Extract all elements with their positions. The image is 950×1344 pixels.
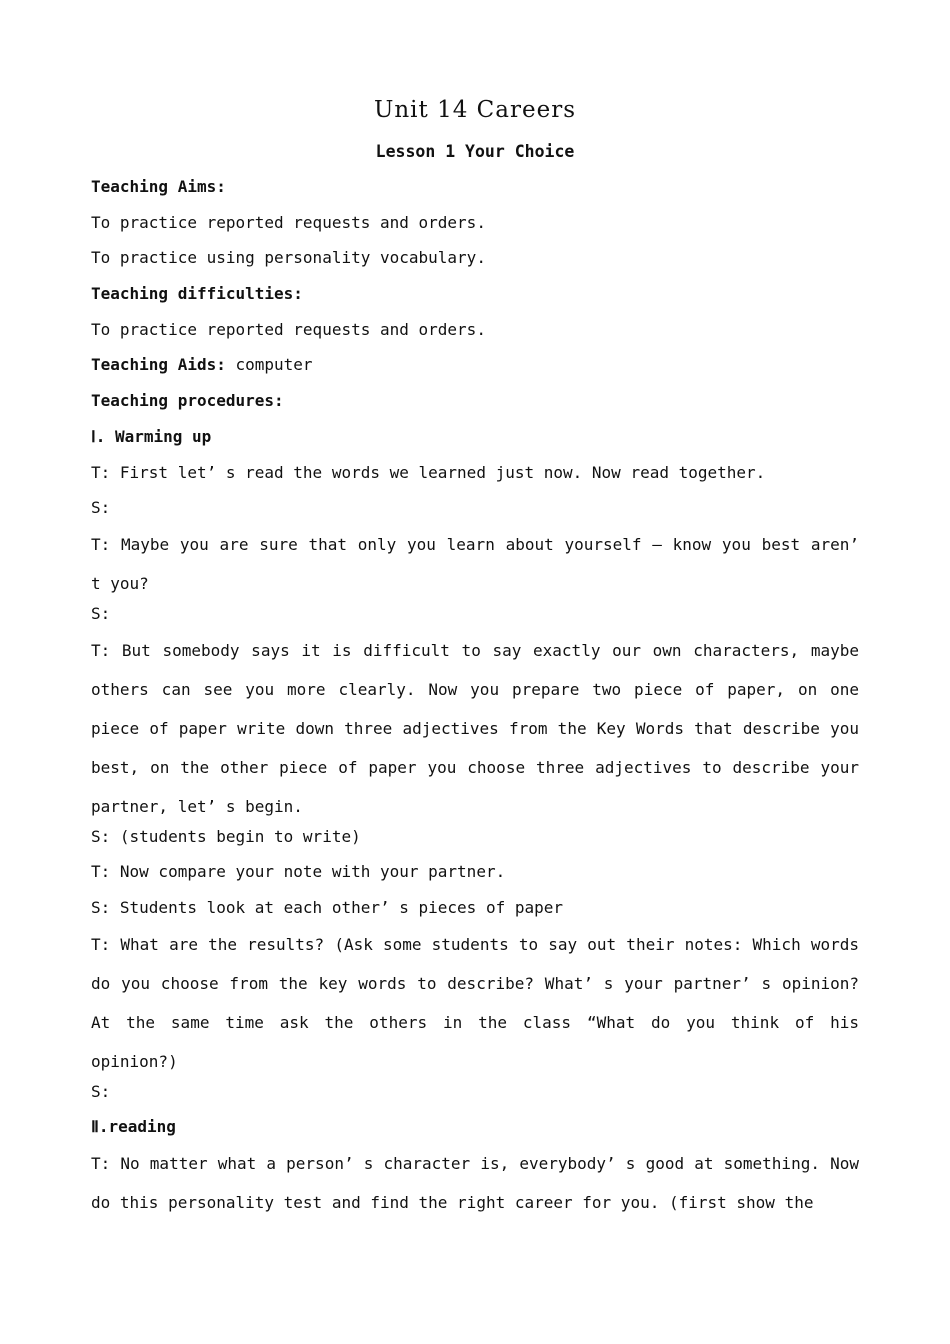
student-line: S: Students look at each other’ s pieces of paper bbox=[91, 897, 564, 917]
warming-up-heading: Ⅰ. Warming up bbox=[91, 426, 212, 446]
aim-item: To practice using personality vocabulary. bbox=[91, 248, 486, 268]
teacher-line: T: First let’ s read the words we learned just now. Now read together. bbox=[91, 462, 766, 482]
aims-heading: Teaching Aims: bbox=[91, 177, 226, 196]
document-body bbox=[91, 174, 859, 1222]
difficulties-text: To practice reported requests and orders. bbox=[91, 319, 486, 339]
teacher-line: T: Now compare your note with your partner. bbox=[91, 862, 506, 882]
student-line: S: bbox=[91, 1081, 111, 1101]
student-line: S: bbox=[91, 498, 111, 518]
aids-line bbox=[91, 352, 859, 388]
aids-heading: Teaching Aids: bbox=[91, 355, 226, 375]
teacher-paragraph: T: No matter what a person’ s character is, everybody’ s good at something. Now do this personality test and find the right career for you. (first show the bbox=[91, 1154, 859, 1212]
student-line: S: (students begin to write) bbox=[91, 826, 361, 846]
teacher-paragraph: T: But somebody says it is difficult to say exactly our own characters, maybe others can see you more clearly. Now you prepare two piece of paper, on one piece of paper write down three adjectives from the Key Words that describe you best, on the other piece of paper you choose three adjectives to describe your partner, let’ s begin. bbox=[91, 640, 859, 816]
teacher-paragraph: T: What are the results? (Ask some students to say out their notes: Which words do you choose from the key words to describe? What’ s your partner’ s opinion? At the same time ask the others in the class “What do you think of his opinion?) bbox=[91, 934, 859, 1071]
lesson-title: Lesson 1 Your Choice bbox=[375, 142, 575, 161]
teacher-paragraph: T: Maybe you are sure that only you learn about yourself – know you best aren’ t you? bbox=[91, 534, 859, 593]
unit-title: Unit 14 Careers bbox=[373, 97, 576, 123]
procedures-heading: Teaching procedures: bbox=[91, 391, 284, 411]
difficulties-heading: Teaching difficulties: bbox=[91, 284, 303, 304]
reading-heading: Ⅱ.reading bbox=[91, 1117, 176, 1137]
aids-value: computer bbox=[225, 355, 313, 375]
aim-item: To practice reported requests and orders. bbox=[91, 212, 486, 232]
student-line: S: bbox=[91, 603, 111, 623]
